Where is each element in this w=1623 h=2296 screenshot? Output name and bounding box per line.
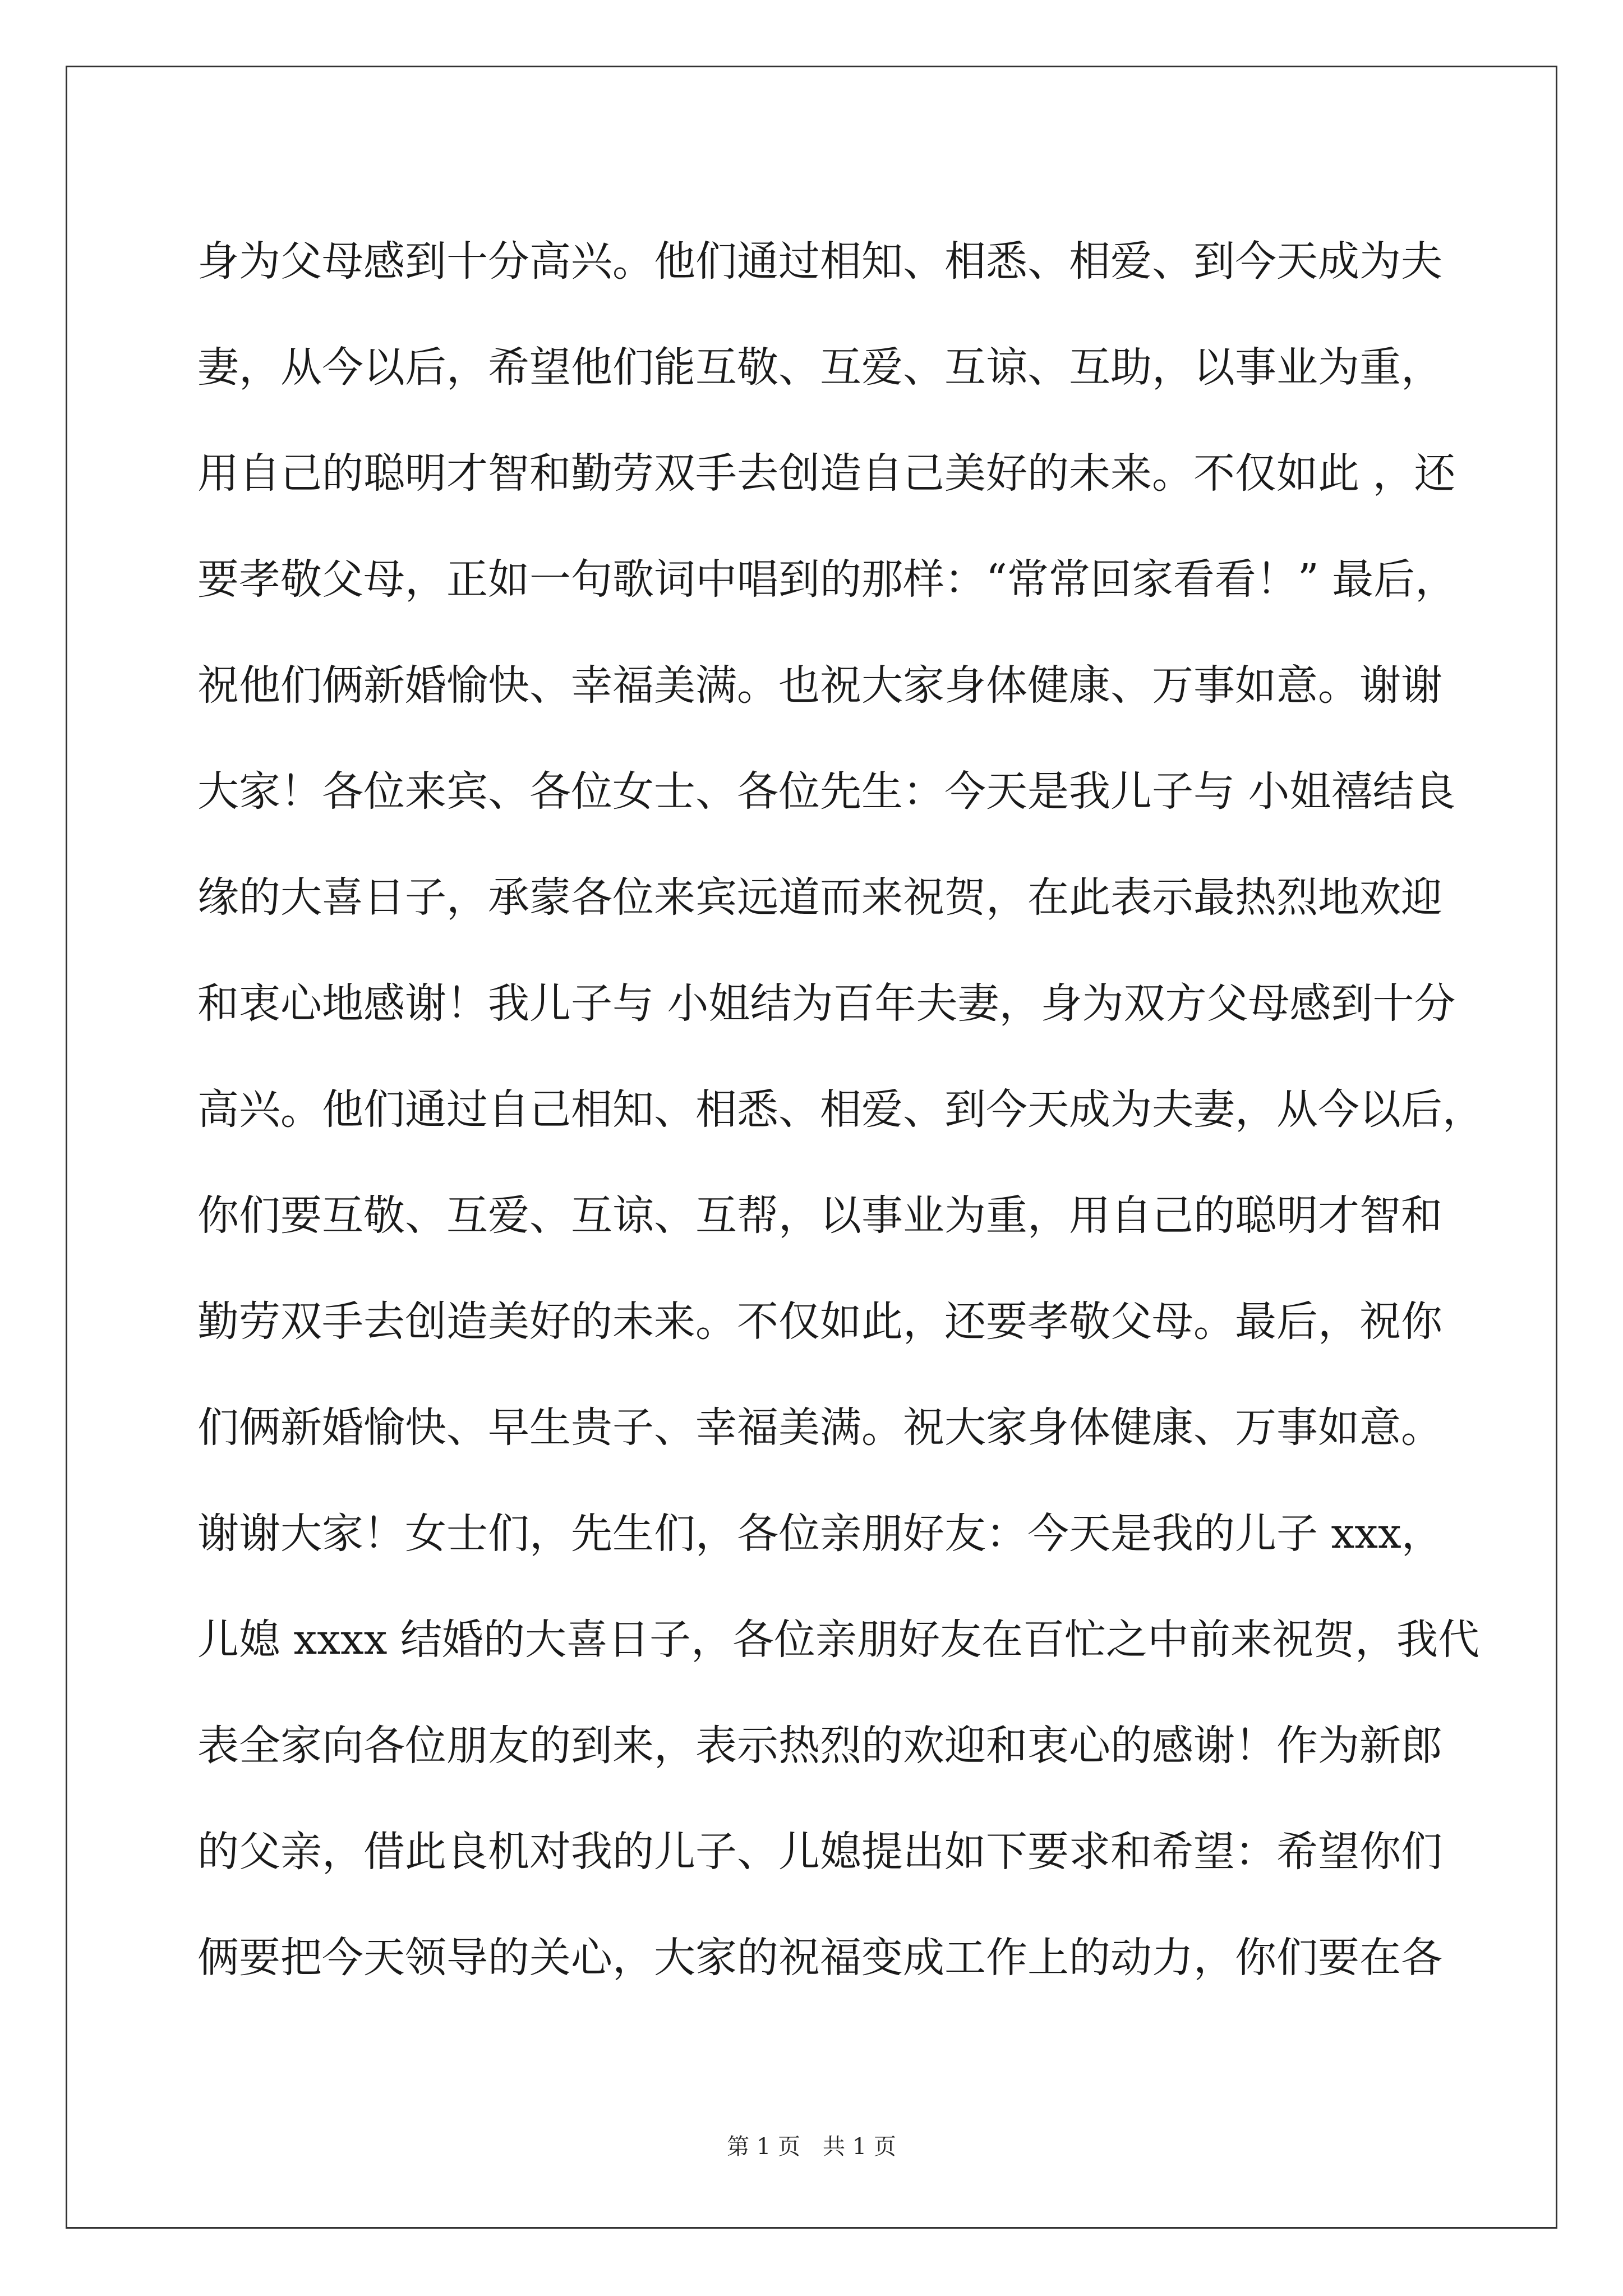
text-line: 你们要互敬、互爱、互谅、互帮，以事业为重，用自己的聪明才智和 [197,1191,1442,1240]
text-line: 表全家向各位朋友的到来，表示热烈的欢迎和衷心的感谢！作为新郎 [197,1722,1442,1770]
text-line: 勤劳双手去创造美好的未来。不仅如此，还要孝敬父母。最后，祝你 [197,1297,1442,1346]
text-line: 祝他们俩新婚愉快、幸福美满。也祝大家身体健康、万事如意。谢谢 [197,661,1442,710]
text-line: 要孝敬父母，正如一句歌词中唱到的那样：“常常回家看看！” 最后， [197,555,1457,604]
text-line: 身为父母感到十分高兴。他们通过相知、相悉、相爱、到今天成为夫 [197,237,1442,286]
text-line: 大家！各位来宾、各位女士、各位先生：今天是我儿子与 小姐禧结良 [197,767,1456,816]
text-line: 们俩新婚愉快、早生贵子、幸福美满。祝大家身体健康、万事如意。 [197,1404,1442,1452]
text-line: 的父亲，借此良机对我的儿子、儿媳提出如下要求和希望：希望你们 [197,1828,1442,1876]
text-line: 妻，从今以后，希望他们能互敬、互爱、互谅、互助，以事业为重， [197,343,1442,392]
text-line: 高兴。他们通过自己相知、相悉、相爱、到今天成为夫妻，从今以后， [197,1085,1484,1134]
text-line: 用自己的聪明才智和勤劳双手去创造自己美好的未来。不仅如此 ，还 [197,449,1456,498]
text-line: 俩要把今天领导的关心，大家的祝福变成工作上的动力，你们要在各 [197,1934,1442,1982]
page-number: 第 1 页 共 1 页 [727,2134,896,2160]
text-line: 和衷心地感谢！我儿子与 小姐结为百年夫妻，身为双方父母感到十分 [197,979,1456,1028]
text-line: 儿媳 xxxx 结婚的大喜日子，各位亲朋好友在百忙之中前来祝贺，我代 [197,1616,1479,1664]
document-body [197,209,1484,2011]
text-line: 谢谢大家！女士们，先生们，各位亲朋好友：今天是我的儿子 xxx， [197,1510,1443,1558]
text-line: 缘的大喜日子，承蒙各位来宾远道而来祝贺，在此表示最热烈地欢迎 [197,873,1442,922]
